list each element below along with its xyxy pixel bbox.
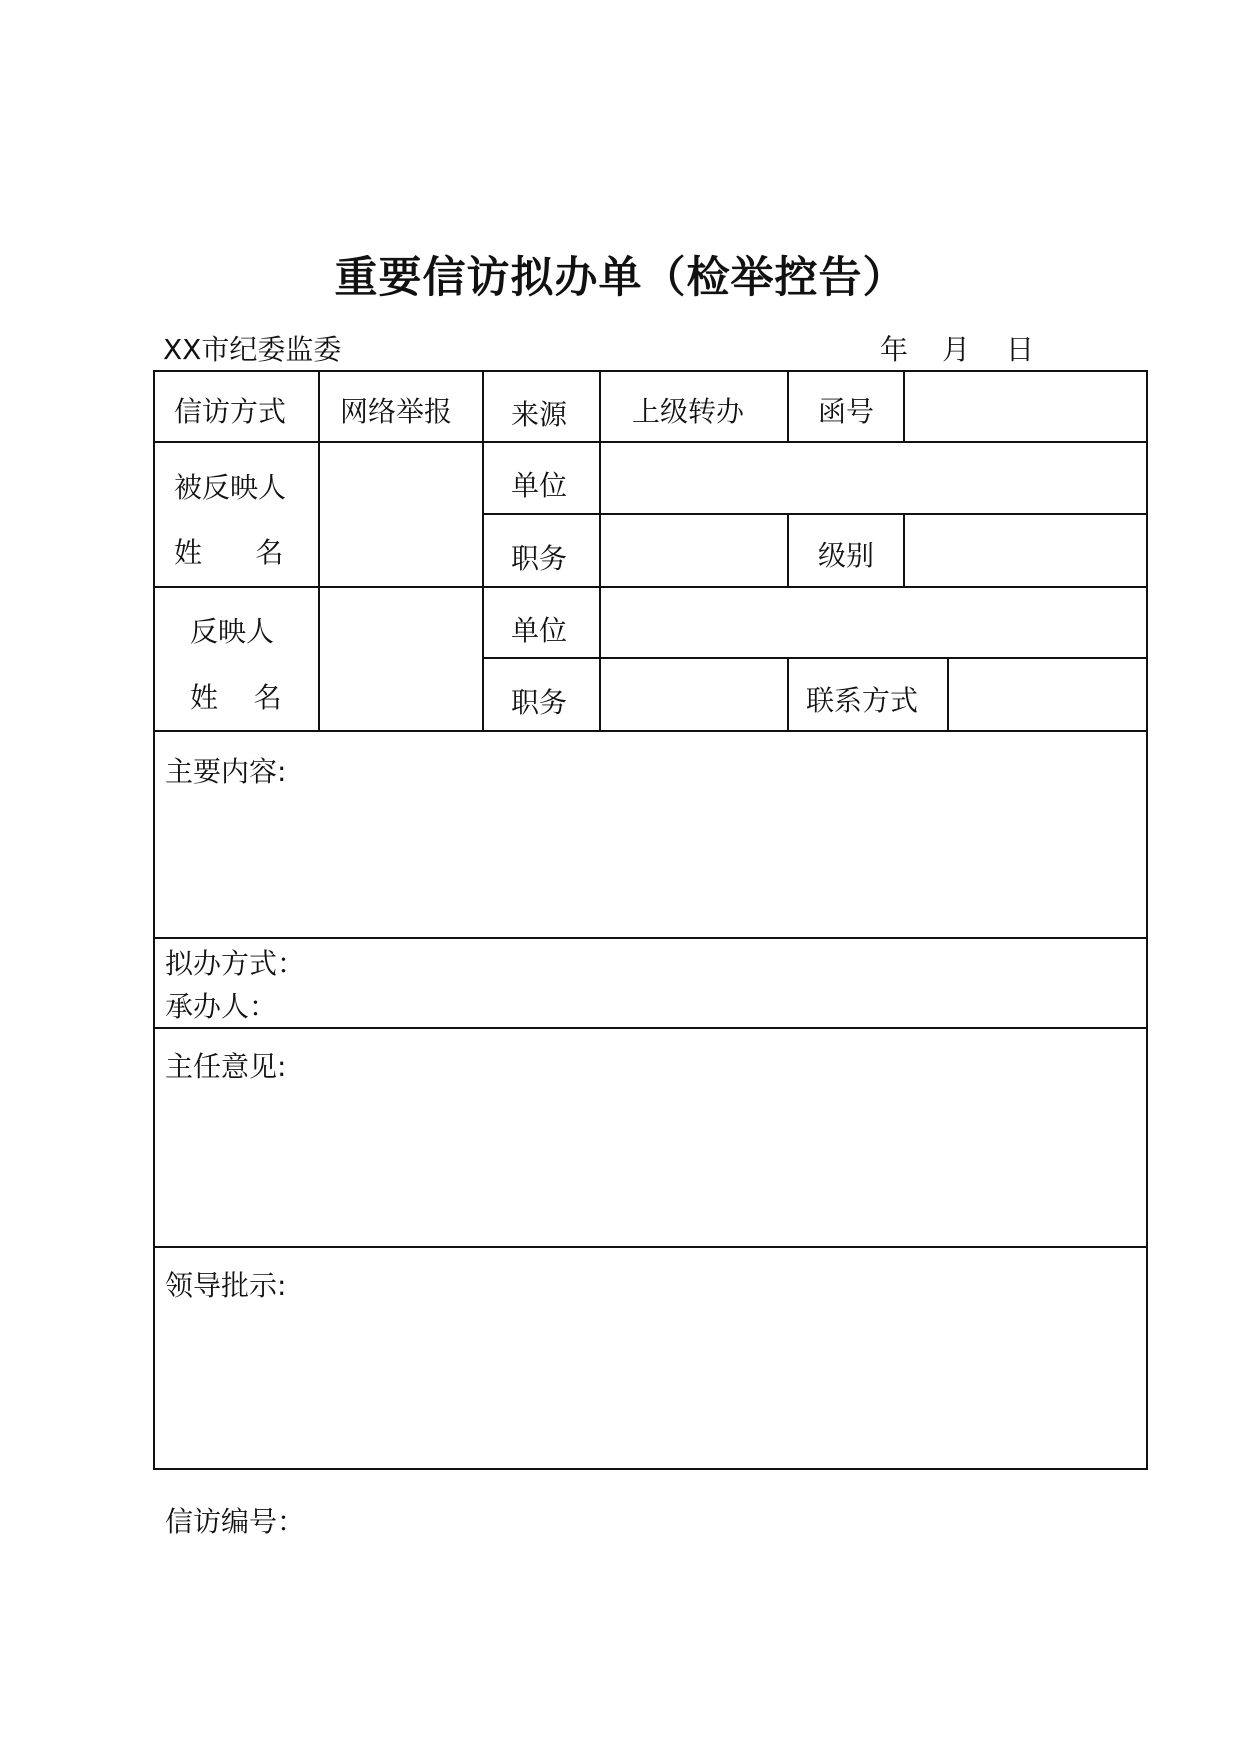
date-month: 月 bbox=[942, 333, 971, 366]
petition-method-label: 信访方式 bbox=[174, 395, 287, 428]
row-divider bbox=[482, 657, 1148, 659]
col-divider bbox=[787, 513, 789, 586]
row-divider bbox=[153, 1246, 1148, 1248]
letter-number-label: 函号 bbox=[818, 395, 875, 428]
reporter-name-label-line1: 反映人 bbox=[190, 615, 275, 648]
reporter-position-label: 职务 bbox=[511, 686, 568, 719]
reporter-name-label-line2: 姓 名 bbox=[190, 681, 282, 714]
source-value[interactable]: 上级转办 bbox=[632, 395, 745, 428]
row-divider bbox=[153, 730, 1148, 732]
row-divider bbox=[482, 513, 1148, 515]
main-content-label: 主要内容: bbox=[165, 755, 287, 788]
col-divider bbox=[599, 370, 601, 730]
row-divider bbox=[153, 1027, 1148, 1029]
col-divider bbox=[787, 370, 789, 441]
col-divider bbox=[787, 657, 789, 730]
col-divider bbox=[903, 370, 905, 441]
col-divider bbox=[947, 657, 949, 730]
form-title: 重要信访拟办单（检举控告） bbox=[334, 253, 907, 303]
director-opinion-label: 主任意见: bbox=[165, 1050, 287, 1083]
petition-number-label: 信访编号： bbox=[165, 1505, 306, 1538]
row-divider bbox=[153, 441, 1148, 443]
row-divider bbox=[153, 937, 1148, 939]
accused-unit-label: 单位 bbox=[511, 469, 568, 502]
col-divider bbox=[318, 370, 320, 730]
date-day: 日 bbox=[1006, 333, 1035, 366]
organization-name: XX市纪委监委 bbox=[163, 333, 342, 366]
leader-instruction-label: 领导批示: bbox=[165, 1269, 287, 1302]
handler-label: 承办人： bbox=[165, 990, 278, 1023]
reporter-contact-label: 联系方式 bbox=[806, 684, 919, 717]
col-divider bbox=[482, 370, 484, 730]
source-label: 来源 bbox=[511, 398, 568, 431]
date-line bbox=[880, 328, 1034, 368]
petition-method-value[interactable]: 网络举报 bbox=[340, 395, 453, 428]
col-divider bbox=[903, 513, 905, 586]
accused-name-label-line2: 姓 名 bbox=[174, 536, 284, 569]
row-divider bbox=[153, 586, 1148, 588]
proposed-method-label: 拟办方式： bbox=[165, 947, 306, 980]
table-border bbox=[153, 370, 1148, 1470]
accused-name-label-line1: 被反映人 bbox=[174, 471, 287, 504]
accused-level-label: 级别 bbox=[818, 539, 875, 572]
reporter-unit-label: 单位 bbox=[511, 614, 568, 647]
date-year: 年 bbox=[880, 333, 909, 366]
accused-position-label: 职务 bbox=[511, 542, 568, 575]
